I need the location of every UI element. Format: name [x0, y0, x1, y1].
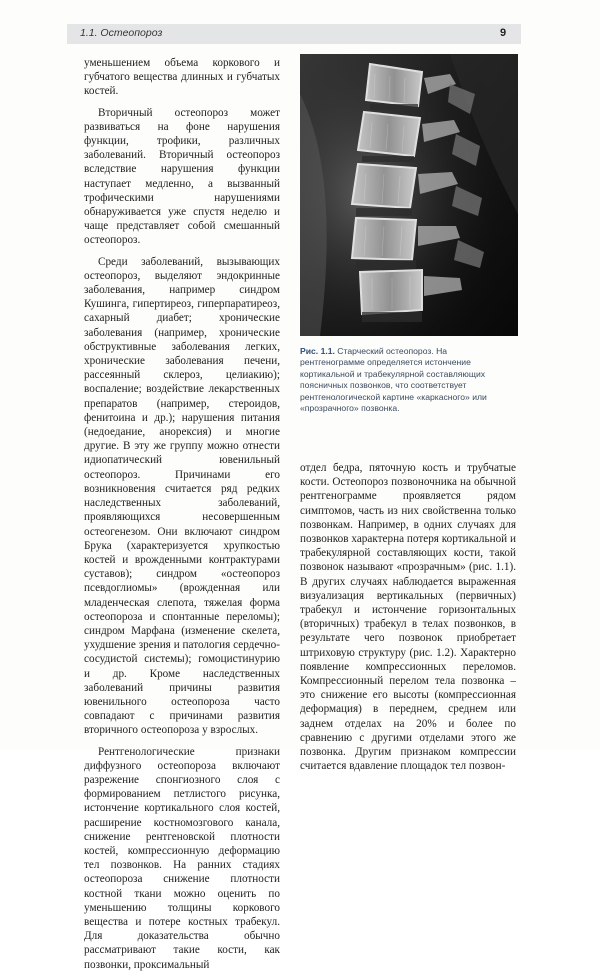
paragraph: Вторичный остеопороз может развиваться на фоне нарушения функции, трофики, различных заболеваний. Вторичный остеопороз вследствие нарушения функции наступает медленно, а вызванный трофическими нарушениями обнаруживается уже спустя неделю и чаще представляет собой смешанный остеопороз. [84, 106, 280, 247]
page-number: 9 [500, 27, 507, 39]
right-text-column [300, 461, 516, 780]
running-head: 1.1. Остеопороз [80, 27, 163, 39]
paragraph: Среди заболеваний, вызывающих остеопороз, выделяют эндокринные заболевания, например синдром Кушинга, гипертиреоз, гиперпаратиреоз, сахарный диабет; хронические заболевания (например, хронические обструктивные заболевания легких, хронические заболевания печени, рассеянный склероз, целиакию); воспаление; воздействие лекарственных препаратов (например, стероидов, фенитоина и др.); нарушения питания (недоедание, анорексия) и многие другие. В эту же группу можно отнести идиопатический ювенильный остеопороз. Причинами его возникновения считается ряд редких наследственных заболеваний, проявляющихся несовершенным остеогенезом. Они включают синдром Брука (характеризуется хрупкостью костей и врожденными контрактурами суставов); синдром «остеопороз псевдоглиомы» (врожденная или младенческая слепота, тяжелая форма остеопороза и спонтанные переломы); синдром Марфана (изменение скелета, ухудшение зрения и патология сердечно-сосудистой системы); гомоцистинурию и др. Кроме наследственных заболеваний причины развития ювенильного остеопороза часто совпадают с причинами развития вторичного остеопороза у взрослых. [84, 255, 280, 737]
figure-caption-text: Старческий остеопороз. На рентгенограмме определяется истончение кортикальной и трабекулярной составляющих поясничных позвонков, что соответствует рентгенологической картине «каркасного» или «прозрачного» позвонка. [300, 346, 487, 414]
xray-image [300, 54, 518, 336]
left-text-column [84, 56, 280, 979]
figure-label: Рис. 1.1. [300, 346, 335, 356]
paragraph: уменьшением объема коркового и губчатого вещества длинных и губчатых костей. [84, 57, 280, 98]
xray-illustration [300, 54, 518, 336]
figure-caption [300, 346, 514, 414]
paragraph: отдел бедра, пяточную кость и трубчатые кости. Остеопороз позвоночника на обычной рентгенограмме проявляется рядом симптомов, часть из них свойственна только позвонкам. Например, в одних случаях для позвонков характерна потеря кортикальной и трабекулярной составляющих кости, такой позвонок называют «прозрачным» (рис. 1.1). В других случаях наблюдается выраженная визуализация вертикальных (первичных) трабекул и истончение горизонтальных (вторичных) трабекул в телах позвонков, в результате чего позвонок приобретает штриховую структуру (рис. 1.2). Характерно появление компрессионных переломов. Компрессионный перелом тела позвонка – это снижение его высоты (компрессионная деформация) в переднем, среднем или заднем отделах на 20% и более по сравнению с другими отделами этого же позвонка. Другим признаком компрессии считается вдавление площадок тел позвон- [300, 462, 516, 773]
paragraph: Рентгенологические признаки диффузного остеопороза включают разрежение спонгиозного слоя с формированием петлистого рисунка, истончение кортикального слоя костей, расширение костномозгового канала, снижение рентгеновской плотности костей, компрессионную деформацию тел позвонков. На ранних стадиях остеопороза снижение плотности костной ткани можно оценить по уменьшению толщины коркового вещества и потере костных трабекул. Для доказательства обычно рассматривают такие кости, как позвонки, проксимальный [84, 745, 280, 971]
